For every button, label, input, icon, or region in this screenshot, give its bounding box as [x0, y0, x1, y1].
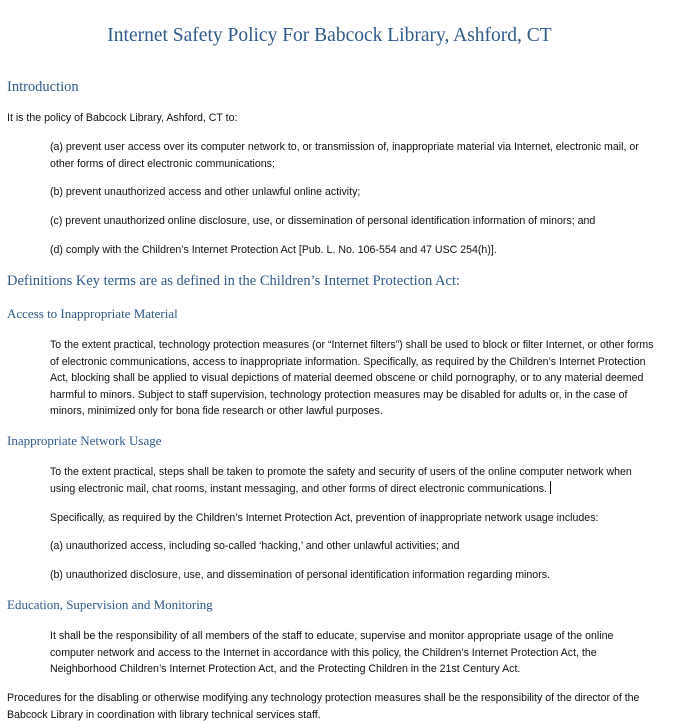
intro-item-a: (a) prevent user access over its computer network to, or transmission of, inappropriate material via Internet, electronic mail, or other forms of direct electronic communications; [50, 141, 639, 170]
heading-inappropriate-network-usage: Inappropriate Network Usage [7, 433, 162, 448]
intro-lead-paragraph: It is the policy of Babcock Library, Ashford, CT to: [7, 112, 238, 124]
network-item-a: (a) unauthorized access, including so-called ‘hacking,’ and other unlawful activities; and [50, 540, 460, 552]
intro-item-c: (c) prevent unauthorized online disclosure, use, or dissemination of personal identification information of minors; and [50, 215, 596, 227]
closing-paragraph: Procedures for the disabling or otherwise modifying any technology protection measures shall be the responsibility of the director of the Babcock Library in coordination with library technical services staff. [7, 692, 640, 721]
network-paragraph[interactable] [50, 464, 660, 497]
intro-item-d: (d) comply with the Children’s Internet Protection Act [Pub. L. No. 106-554 and 47 USC 254(h)]. [50, 244, 497, 256]
network-paragraph-text: To the extent practical, steps shall be taken to promote the safety and security of users of the online computer network when using electronic mail, chat rooms, instant messaging, and other forms of direct electronic communications. [50, 466, 632, 495]
heading-access-inappropriate-material: Access to Inappropriate Material [7, 306, 178, 321]
heading-introduction: Introduction [7, 79, 79, 95]
intro-item-b: (b) prevent unauthorized access and other unlawful online activity; [50, 186, 361, 198]
education-paragraph: It shall be the responsibility of all members of the staff to educate, supervise and monitor appropriate usage of the online computer network and access to the Internet in accordance with this policy, the Children’s Internet Protection Act, the Neighborhood Children’s Internet Protection Act, and the Protecting Children in the 21st Century Act. [50, 630, 614, 676]
access-paragraph: To the extent practical, technology protection measures (or “Internet filters”) shall be used to block or filter Internet, or other forms of electronic communications, access to inappropriate information. Specifically, as required by the Children’s Internet Protection Act, blocking shall be applied to visual depictions of material deemed obscene or child pornography, or to any material deemed harmful to minors. Subject to staff supervision, technology protection measures may be disabled for adults or, in the case of minors, minimized only for bona fide research or other lawful purposes. [50, 339, 654, 418]
network-item-b: (b) unauthorized disclosure, use, and dissemination of personal identification information regarding minors. [50, 569, 550, 581]
document-title: Internet Safety Policy For Babcock Library, Ashford, CT [107, 25, 552, 46]
heading-definitions: Definitions Key terms are as defined in the Children’s Internet Protection Act: [7, 273, 461, 289]
text-cursor [550, 481, 551, 494]
heading-education-supervision-monitoring: Education, Supervision and Monitoring [7, 597, 213, 612]
network-lead-paragraph: Specifically, as required by the Children’s Internet Protection Act, prevention of inappropriate network usage includes: [50, 512, 599, 524]
